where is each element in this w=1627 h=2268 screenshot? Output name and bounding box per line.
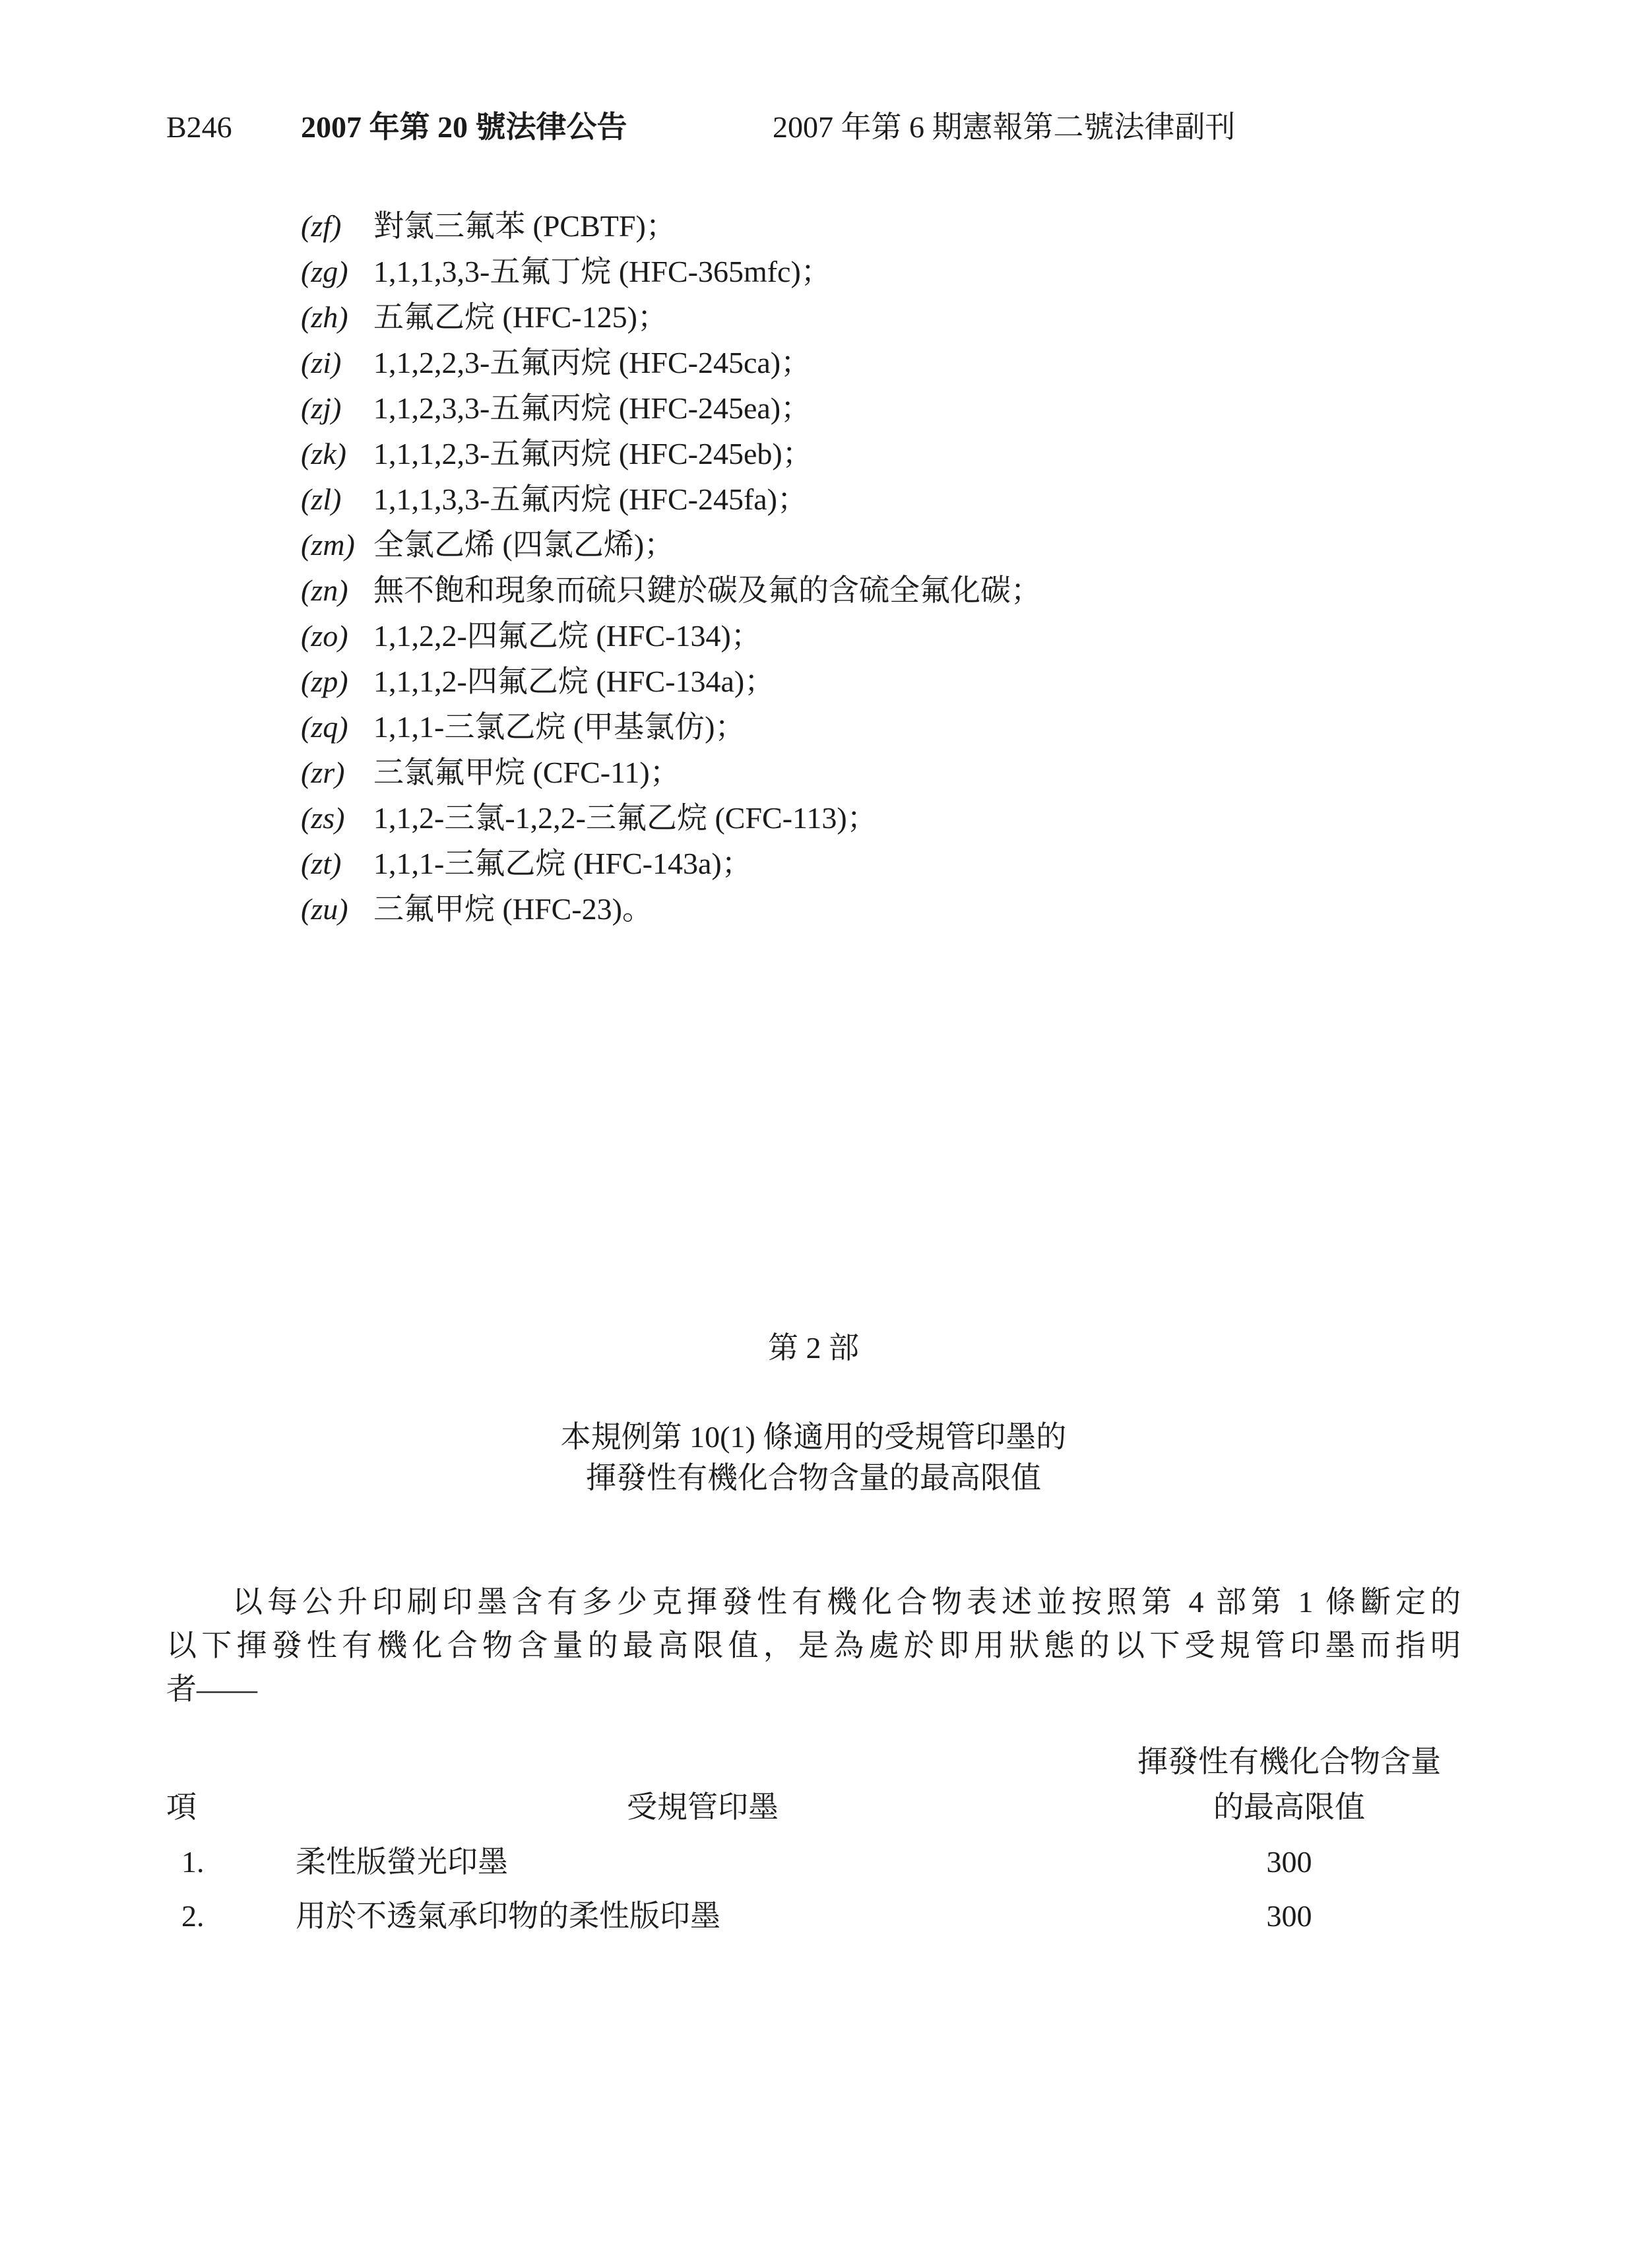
list-item-text: 三氯氟甲烷 (CFC-11)；	[373, 755, 680, 789]
table-header-limit-top	[0, 1747, 1627, 1789]
list-item-label: (zm)	[301, 527, 355, 562]
list-item-label: (zh)	[301, 300, 348, 334]
list-item-label: (zi)	[301, 345, 342, 379]
list-item	[301, 841, 1041, 886]
compound-list	[301, 203, 1041, 932]
list-item	[301, 522, 1041, 567]
list-item-label: (zn)	[301, 573, 348, 607]
list-item-text: 1,1,2,2,3-五氟丙烷 (HFC-245ca)；	[373, 345, 812, 379]
list-item-label: (zf)	[301, 209, 342, 243]
row-limit: 300	[1266, 1899, 1312, 1933]
row-ink: 柔性版螢光印墨	[296, 1845, 508, 1879]
list-item-text: 1,1,2,3,3-五氟丙烷 (HFC-245ea)；	[373, 391, 812, 425]
list-item	[301, 659, 1041, 704]
list-item-label: (zj)	[301, 391, 342, 425]
part-subtitle-line2: 揮發性有機化合物含量的最高限值	[586, 1461, 1041, 1495]
table-header-row	[0, 1792, 1627, 1834]
list-item-text: 全氯乙烯 (四氯乙烯)；	[373, 527, 675, 562]
list-item	[301, 431, 1041, 476]
list-item-text: 無不飽和現象而硫只鍵於碳及氟的含硫全氟化碳；	[373, 573, 1041, 607]
table-row	[0, 1901, 1627, 1943]
column-header-limit-line1: 揮發性有機化合物含量	[1137, 1745, 1441, 1778]
list-item	[301, 704, 1041, 750]
list-item-label: (zs)	[301, 800, 345, 835]
column-header-item: 項	[166, 1790, 197, 1824]
list-item-text: 三氟甲烷 (HFC-23)。	[373, 891, 653, 926]
paragraph-line-2: 以下揮發性有機化合物含量的最高限值，是為處於即用狀態的以下受規管印墨而指明	[166, 1629, 1461, 1662]
list-item-text: 對氯三氟苯 (PCBTF)；	[373, 209, 676, 243]
list-item-label: (zl)	[301, 482, 342, 516]
list-item-text: 1,1,1-三氟乙烷 (HFC-143a)；	[373, 846, 752, 880]
list-item-text: 五氟乙烷 (HFC-125)；	[373, 300, 668, 334]
list-item	[301, 476, 1041, 522]
paragraph-line-1: 以每公升印刷印墨含有多少克揮發性有機化合物表述並按照第 4 部第 1 條斷定的	[232, 1585, 1461, 1619]
list-item-label: (zt)	[301, 846, 342, 880]
notice-title: 2007 年第 20 號法律公告	[301, 110, 627, 144]
table-row	[0, 1847, 1627, 1889]
paragraph-line-3: 者——	[166, 1672, 257, 1706]
list-item	[301, 750, 1041, 795]
list-item	[301, 613, 1041, 659]
list-item	[301, 567, 1041, 613]
list-item	[301, 249, 1041, 294]
row-number: 2.	[181, 1899, 205, 1933]
list-item	[301, 203, 1041, 249]
list-item-label: (zk)	[301, 436, 346, 470]
list-item-label: (zo)	[301, 618, 348, 653]
list-item-label: (zp)	[301, 664, 348, 698]
list-item	[301, 340, 1041, 385]
row-ink: 用於不透氣承印物的柔性版印墨	[296, 1899, 720, 1933]
list-item-label: (zq)	[301, 709, 348, 744]
list-item-text: 1,1,1,3,3-五氟丙烷 (HFC-245fa)；	[373, 482, 808, 516]
list-item-label: (zr)	[301, 755, 345, 789]
list-item-text: 1,1,2,2-四氟乙烷 (HFC-134)；	[373, 618, 761, 653]
list-item	[301, 294, 1041, 340]
column-header-ink: 受規管印墨	[627, 1790, 779, 1824]
list-item	[301, 385, 1041, 431]
list-item-text: 1,1,1,2-四氟乙烷 (HFC-134a)；	[373, 664, 775, 698]
list-item	[301, 886, 1041, 932]
list-item-label: (zu)	[301, 891, 348, 926]
row-number: 1.	[181, 1845, 205, 1879]
list-item-text: 1,1,1,2,3-五氟丙烷 (HFC-245eb)；	[373, 436, 813, 470]
gazette-title: 2007 年第 6 期憲報第二號法律副刊	[773, 110, 1236, 144]
column-header-limit-line2: 的最高限值	[1213, 1790, 1365, 1824]
list-item-label: (zg)	[301, 254, 348, 288]
list-item-text: 1,1,1-三氯乙烷 (甲基氯仿)；	[373, 709, 746, 744]
page-number: B246	[166, 110, 232, 144]
part-subtitle-line1: 本規例第 10(1) 條適用的受規管印墨的	[560, 1420, 1067, 1454]
row-limit: 300	[1266, 1845, 1312, 1879]
list-item	[301, 795, 1041, 841]
list-item-text: 1,1,2-三氯-1,2,2-三氟乙烷 (CFC-113)；	[373, 800, 877, 835]
part-title: 第 2 部	[768, 1331, 859, 1365]
list-item-text: 1,1,1,3,3-五氟丁烷 (HFC-365mfc)；	[373, 254, 831, 288]
